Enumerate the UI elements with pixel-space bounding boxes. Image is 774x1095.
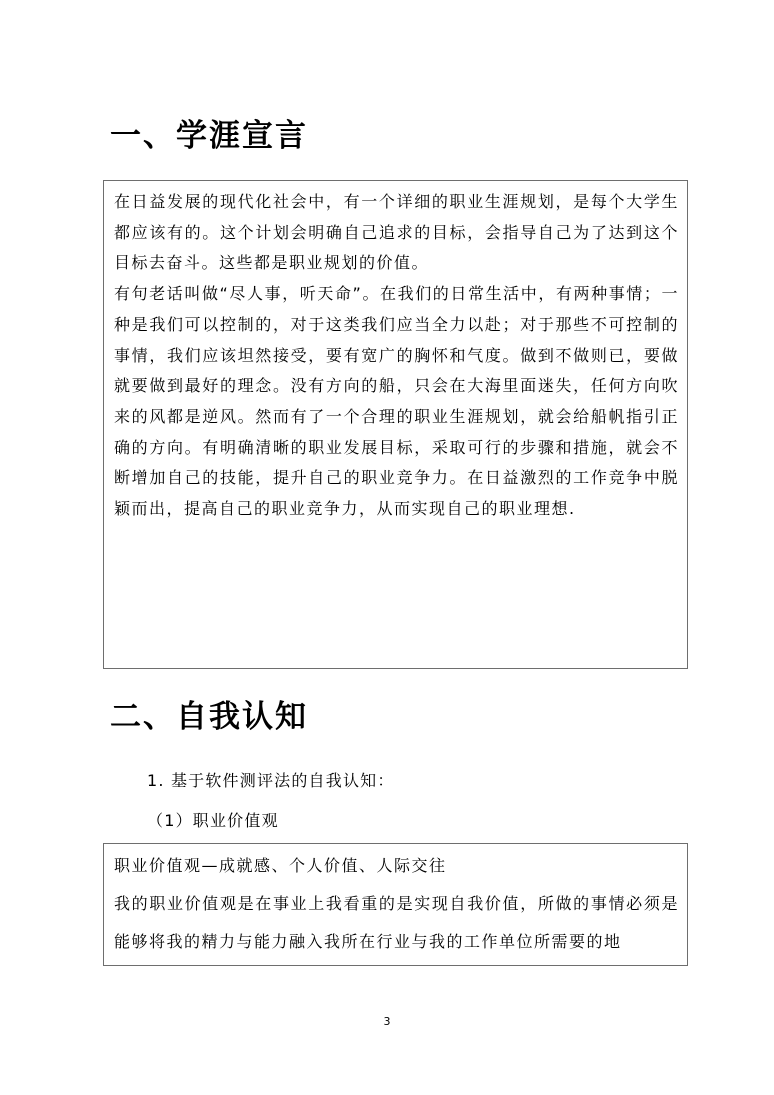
declaration-paragraph-2: 有句老话叫做“尽人事，听天命”。在我们的日常生活中，有两种事情；一种是我们可以控制的，对于这类我们应当全力以赴；对于那些不可控制的事情，我们应该坦然接受，要有宽广的胸怀和气度。做到不做则已，要做就要做到最好的理念。没有方向的船，只会在大海里面迷失，任何方向吹来的风都是逆风。然而有了一个合理的职业生涯规划，就会给船帆指引正确的方向。有明确清晰的职业发展目标，采取可行的步骤和措施，就会不断增加自己的技能，提升自己的职业竞争力。在日益激烈的工作竞争中脱颖而出，提高自己的职业竞争力，从而实现自己的职业理想. [114, 284, 679, 519]
section-heading-career-declaration: 一、学涯宣言 [110, 118, 308, 154]
section-heading-self-cognition: 二、自我认知 [110, 699, 308, 735]
declaration-paragraph-1: 在日益发展的现代化社会中，有一个详细的职业生涯规划，是每个大学生都应该有的。这个计划会明确自己追求的目标，会指导自己为了达到这个目标去奋斗。这些都是职业规划的价值。 [114, 192, 679, 273]
page-number: 3 [383, 1015, 391, 1028]
career-values-subheading: （1）职业价值观 [147, 811, 279, 830]
career-values-description: 我的职业价值观是在事业上我看重的是实现自我价值，所做的事情必须是能够将我的精力与能力融入我所在行业与我的工作单位所需要的地 [114, 894, 679, 951]
career-values-box [103, 843, 688, 966]
career-declaration-box [103, 180, 688, 669]
career-values-title: 职业价值观—成就感、个人价值、人际交往 [114, 856, 447, 875]
self-cognition-item-1: 1. 基于软件测评法的自我认知： [147, 771, 395, 790]
